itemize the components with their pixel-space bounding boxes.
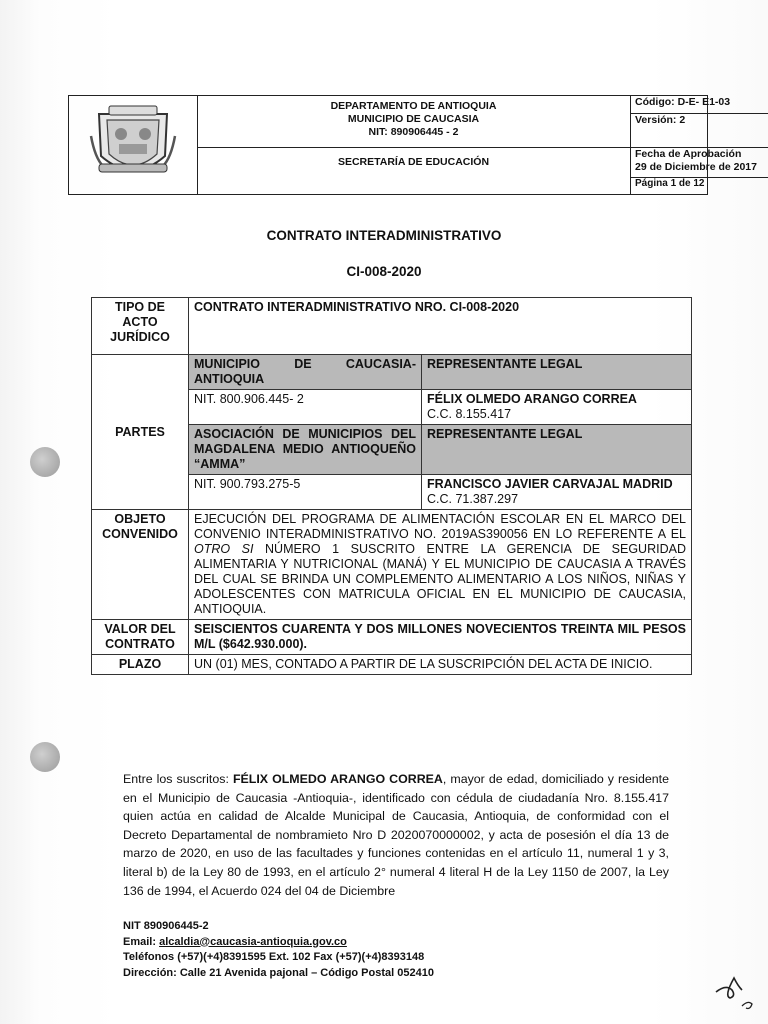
objeto-text-italic: OTRO SI — [194, 542, 254, 556]
secretaria: SECRETARÍA DE EDUCACIÓN — [197, 148, 631, 194]
party1-rep — [422, 390, 692, 425]
party1-rep-cc: C.C. 8.155.417 — [427, 407, 512, 421]
objeto-text-b: NÚMERO 1 SUSCRITO ENTRE LA GERENCIA DE SEGURIDAD ALIMENTARIA Y NUTRICIONAL (MANÁ) Y EL MUNICIPIO DE CAUCASIA A TRAVÉS DEL CUAL SE BRINDA UN COMPLEMENTO ALIMENTARIO A LOS NIÑOS, NIÑAS Y ADOLESCENTES CON MATRICULA OFICIAL EN EL MUNICIPIO DE CAUCASIA, ANTIOQUIA. — [194, 542, 686, 616]
footer-email-label: Email: — [123, 935, 160, 948]
codigo: Código: D-E- E1-03 — [631, 96, 768, 114]
handwritten-initials-icon — [712, 970, 762, 1015]
objeto-text-a: EJECUCIÓN DEL PROGRAMA DE ALIMENTACIÓN ESCOLAR EN EL MARCO DEL CONVENIO INTERADMINISTRATIVO NO. 2019AS390056 EN LO REFERENTE A EL — [194, 512, 686, 541]
dept-line2: MUNICIPIO DE CAUCASIA — [347, 113, 480, 125]
valor-value: SEISCIENTOS CUARENTA Y DOS MILLONES NOVECIENTOS TREINTA MIL PESOS M/L ($642.930.000). — [189, 620, 692, 655]
footer-address: Dirección: Calle 21 Avenida pajonal – Código Postal 052410 — [123, 966, 434, 979]
footer-email-line — [123, 935, 434, 951]
punch-hole-bottom — [30, 742, 60, 772]
footer-email-link[interactable]: alcaldia@caucasia-antioquia.gov.co — [159, 935, 347, 948]
contract-summary-table — [91, 297, 692, 675]
fecha-value: 29 de Diciembre de 2017 — [635, 161, 757, 173]
tipo-label: TIPO DE ACTO JURÍDICO — [92, 298, 189, 355]
party1-nit: NIT. 800.906.445- 2 — [189, 390, 422, 425]
version: Versión: 2 — [631, 114, 768, 148]
caucasia-coat-of-arms-icon — [69, 96, 197, 194]
body-name: FÉLIX OLMEDO ARANGO CORREA — [232, 772, 443, 786]
partes-label: PARTES — [92, 355, 189, 510]
valor-label: VALOR DEL CONTRATO — [92, 620, 189, 655]
plazo-label: PLAZO — [92, 655, 189, 675]
fecha-label: Fecha de Aprobación — [635, 148, 742, 160]
footer-phones: Teléfonos (+57)(+4)8391595 Ext. 102 Fax (+57)(+4)8393148 — [123, 951, 425, 963]
doc-title: CONTRATO INTERADMINISTRATIVO — [266, 228, 502, 243]
footer-nit: NIT 890906445-2 — [123, 920, 209, 932]
fecha-aprobacion — [631, 148, 768, 178]
doc-number: CI-008-2020 — [346, 264, 422, 279]
body-paragraph — [123, 770, 669, 900]
party2-rep-name: FRANCISCO JAVIER CARVAJAL MADRID — [427, 477, 673, 491]
pagina: Página 1 de 12 — [635, 178, 705, 189]
tipo-value: CONTRATO INTERADMINISTRATIVO NRO. CI-008-2020 — [189, 298, 692, 355]
header-nit: NIT: 890906445 - 2 — [368, 126, 459, 138]
punch-hole-top — [30, 447, 60, 477]
party2-rep-cc: C.C. 71.387.297 — [427, 492, 519, 506]
party1-rep-header: REPRESENTANTE LEGAL — [422, 355, 692, 390]
body-intro: Entre los suscritos: — [123, 772, 233, 786]
plazo-value: UN (01) MES, CONTADO A PARTIR DE LA SUSCRIPCIÓN DEL ACTA DE INICIO. — [189, 655, 692, 675]
party2-rep-header: REPRESENTANTE LEGAL — [422, 425, 692, 475]
header-entity-cell — [197, 96, 631, 148]
objeto-label: OBJETO CONVENIDO — [92, 510, 189, 620]
document-header — [68, 95, 757, 195]
footer — [123, 919, 434, 981]
party2-rep — [422, 475, 692, 510]
dept-line1: DEPARTAMENTO DE ANTIOQUIA — [330, 100, 497, 112]
body-rest: , mayor de edad, domiciliado y residente en el Municipio de Caucasia -Antioquia-, identificado con cédula de ciudadanía Nro. 8.155.417 quien actúa en calidad de Alcalde Municipal de Caucasia, Antioquia, de conformidad con el Decreto Departamental de nombramieto Nro D 2020070000002, y acta de posesión el día 13 de marzo de 2020, en uso de las facultades y funciones contenidas en el artículo 11, numeral 1 y 3, literal b) de la Ley 80 de 1993, en el artículo 2° numeral 4 literal H de la Ley 1150 de 2007, la Ley 136 de 1994, el Acuerdo 024 del 04 de Diciembre — [123, 772, 669, 898]
party2-nit: NIT. 900.793.275-5 — [189, 475, 422, 510]
party1-rep-name: FÉLIX OLMEDO ARANGO CORREA — [427, 392, 637, 406]
party2-name: ASOCIACIÓN DE MUNICIPIOS DEL MAGDALENA MEDIO ANTIOQUEÑO “AMMA” — [189, 425, 422, 475]
objeto-value — [189, 510, 692, 620]
logo-cell — [69, 96, 198, 194]
party1-name: MUNICIPIO DE CAUCASIA- ANTIOQUIA — [189, 355, 422, 390]
